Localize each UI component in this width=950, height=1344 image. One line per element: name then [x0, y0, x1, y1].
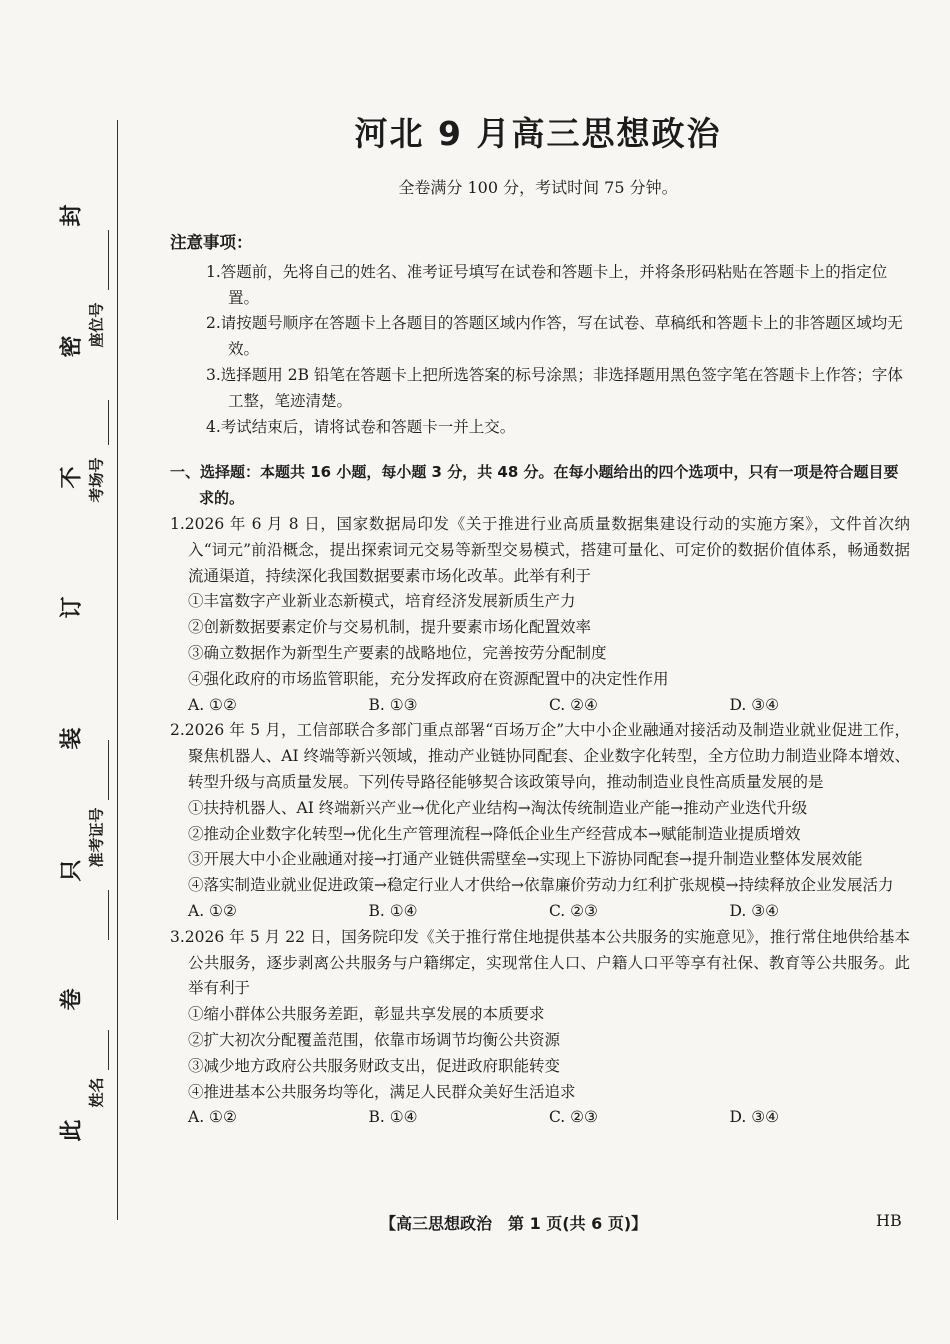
answer-choice-a: A. ①② [188, 1108, 237, 1127]
admission-number-line [108, 890, 109, 940]
question-stem: 1.2026 年 6 月 8 日，国家数据局印发《关于推进行业高质量数据集建设行动的实施方案》，文件首次纳入“词元”前沿概念，提出探索词元交易等新型交易模式，搭建可量化、可定价的数据价值体系，畅通数据流通渠道，持续深化我国数据要素市场化改革。此举有利于 [170, 514, 910, 585]
question-stem: 2.2026 年 5 月，工信部联合多部门重点部署“百场万企”大中小企业融通对接活动及制造业就业促进工作，聚焦机器人、AI 终端等新兴领域，推动产业链协同配套、企业数字化转型，全方位助力制造业降本增效、转型升级与高质量发展。下列传导路径能够契合该政策导向，推动制造业良性高质量发展的是 [170, 721, 910, 791]
statement-option: ④落实制造业就业促进政策→稳定行业人才供给→依靠廉价劳动力红利扩张规模→持续释放企业发展活力 [188, 876, 894, 895]
section-heading: 一、选择题：本题共 16 小题，每小题 3 分，共 48 分。在每小题给出的四个选项中，只有一项是符合题目要求的。 [170, 463, 899, 508]
admission-number-line [108, 740, 109, 800]
exam-content [170, 230, 910, 1131]
answer-choices [170, 1105, 910, 1131]
question-2 [170, 718, 910, 924]
answer-choice-b: B. ①③ [368, 695, 418, 714]
statement-option: ③开展大中小企业融通对接→打通产业链供需壁垒→实现上下游协同配套→提升制造业整体发展效能 [188, 850, 863, 869]
notice-item: 4.考试结束后，请将试卷和答题卡一并上交。 [206, 417, 516, 436]
seal-char: 只 [59, 859, 85, 882]
answer-choice-a: A. ①② [188, 901, 237, 920]
question-1 [170, 512, 910, 718]
page-title: 河北 9 月高三思想政治 [354, 114, 722, 153]
statement-option: ③减少地方政府公共服务财政支出，促进政府职能转变 [188, 1056, 561, 1075]
answer-choices [170, 693, 910, 719]
notice-item: 3.选择题用 2B 铅笔在答题卡上把所选答案的标号涂黑；非选择题用黑色签字笔在答题卡上作答；字体工整，笔迹清楚。 [206, 365, 903, 410]
statement-option: ②扩大初次分配覆盖范围，依靠市场调节均衡公共资源 [188, 1030, 561, 1049]
seat-number-label: 座位号 [87, 302, 106, 348]
admission-number-label: 准考证号 [87, 807, 106, 868]
answer-choice-b: B. ①④ [368, 1108, 418, 1127]
statement-option: ①丰富数字产业新业态新模式，培育经济发展新质生产力 [188, 592, 576, 611]
answer-choice-c: C. ②③ [549, 1108, 598, 1127]
statement-option: ④强化政府的市场监管职能，充分发挥政府在资源配置中的决定性作用 [188, 669, 669, 688]
statement-option: ②创新数据要素定价与交易机制，提升要素市场化配置效率 [188, 618, 592, 637]
statement-option: ④推进基本公共服务均等化，满足人民群众美好生活追求 [188, 1082, 576, 1101]
binding-line [117, 120, 118, 1220]
seal-char: 封 [59, 204, 85, 227]
seal-char: 此 [59, 1119, 85, 1142]
seal-char: 卷 [59, 988, 85, 1011]
answer-choice-b: B. ①④ [368, 901, 418, 920]
statement-option: ③确立数据作为新型生产要素的战略地位，完善按劳分配制度 [188, 643, 607, 662]
exam-room-label: 考场号 [87, 457, 106, 503]
question-stem: 3.2026 年 5 月 22 日，国务院印发《关于推行常住地提供基本公共服务的实施意见》，推行常住地供给基本公共服务，逐步剥离公共服务与户籍绑定，实现常住人口、户籍人口平等享有社保、教育等公共服务。此举有利于 [170, 927, 910, 998]
answer-choice-c: C. ②③ [549, 901, 598, 920]
answer-choices [170, 899, 910, 925]
statement-option: ②推动企业数字化转型→优化生产管理流程→降低企业生产经营成本→赋能制造业提质增效 [188, 824, 801, 843]
page-number: 【高三思想政治 第 1 页(共 6 页)】 [380, 1214, 648, 1233]
seat-number-line [108, 230, 109, 290]
question-3 [170, 925, 910, 1131]
seal-char: 订 [59, 596, 85, 619]
answer-choice-d: D. ③④ [729, 695, 780, 714]
answer-choice-a: A. ①② [188, 695, 237, 714]
seal-char: 不 [59, 466, 85, 489]
region-code: HB [876, 1211, 902, 1230]
answer-choice-d: D. ③④ [729, 1108, 780, 1127]
notice-item: 2.请按题号顺序在答题卡上各题目的答题区域内作答，写在试卷、草稿纸和答题卡上的非答题区域均无效。 [206, 314, 903, 359]
answer-choice-d: D. ③④ [729, 901, 780, 920]
answer-choice-c: C. ②④ [549, 695, 598, 714]
name-line [108, 1030, 109, 1070]
seal-char: 密 [59, 335, 85, 358]
name-label: 姓名 [87, 1077, 106, 1108]
statement-option: ①缩小群体公共服务差距，彰显共享发展的本质要求 [188, 1005, 545, 1024]
notice-heading: 注意事项： [170, 233, 253, 252]
notice-item: 1.答题前，先将自己的姓名、准考证号填写在试卷和答题卡上，并将条形码粘贴在答题卡上的指定位置。 [206, 262, 888, 307]
seal-char: 装 [59, 727, 85, 750]
notice [170, 230, 910, 440]
exam-room-line [108, 400, 109, 445]
statement-option: ①扶持机器人、AI 终端新兴产业→优化产业结构→淘汰传统制造业产能→推动产业迭代升级 [188, 798, 808, 817]
exam-info: 全卷满分 100 分，考试时间 75 分钟。 [398, 178, 678, 197]
